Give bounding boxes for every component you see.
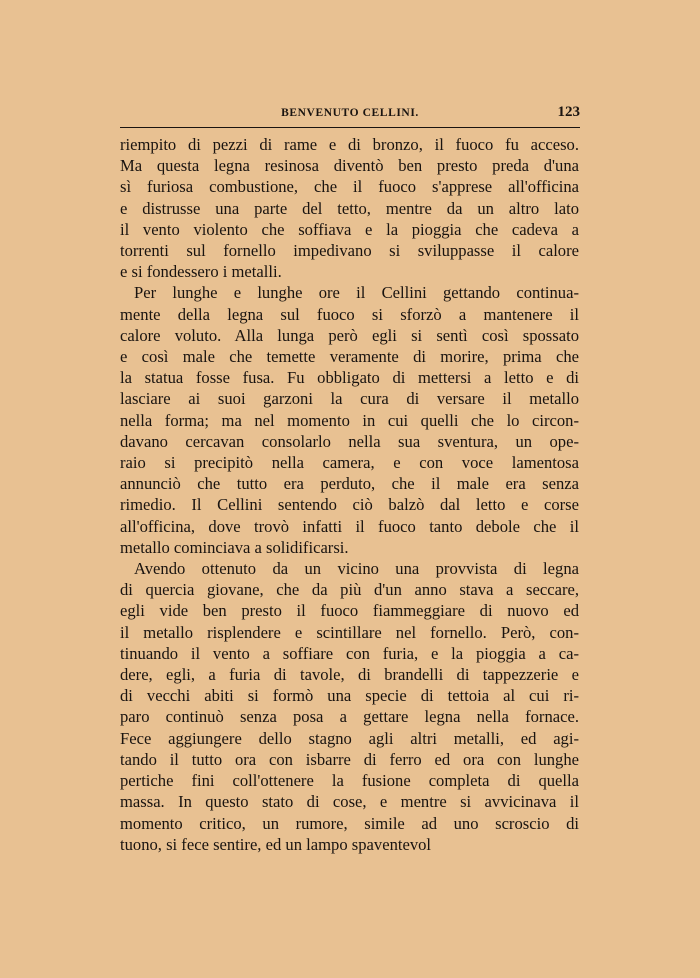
running-title: BENVENUTO CELLINI. [281,107,419,119]
header-rule [120,127,580,128]
text-line: davano cercavan consolarlo nella sua sventura, un ope- [120,431,579,451]
text-line: e così male che temette veramente di morire, prima che [120,347,579,367]
text-line: Ma questa legna resinosa diventò ben presto preda d'una [120,156,579,176]
text-line: sì furiosa combustione, che il fuoco s'apprese all'officina [120,177,579,197]
text-line: egli vide ben presto il fuoco fiammeggiare di nuovo ed [120,601,579,621]
text-line: tando il tutto ora con isbarre di ferro ed ora con lunghe [120,749,579,769]
text-line: Per lunghe e lunghe ore il Cellini gettando continua- [134,283,579,303]
text-line: riempito di pezzi di rame e di bronzo, il fuoco fu acceso. [120,135,579,154]
text-line: paro continuò senza posa a gettare legna nella fornace. [120,707,579,727]
text-line: all'officina, dove trovò infatti il fuoco tanto debole che il [120,516,579,536]
page-number: 123 [557,104,580,120]
text-line: di quercia giovane, che da più d'un anno stava a seccare, [120,580,579,600]
paragraph [120,134,579,282]
text-line: tinuando il vento a soffiare con furia, e la pioggia a ca- [120,643,579,663]
paragraph [120,282,579,558]
text-line: rimedio. Il Cellini sentendo ciò balzò dal letto e corse [120,495,579,515]
text-line: calore voluto. Alla lunga però egli si sentì così spossato [120,325,579,345]
text-line: massa. In questo stato di cose, e mentre si avvicinava il [120,792,579,812]
text-line: lasciare ai suoi garzoni la cura di versare il metallo [120,389,579,409]
text-line: Fece aggiungere dello stagno agli altri metalli, ed agi- [120,728,579,748]
text-line: Avendo ottenuto da un vicino una provvista di legna [134,559,579,579]
text-line: il metallo risplendere e scintillare nel fornello. Però, con- [120,622,579,642]
running-head [120,104,580,126]
body-text [120,134,579,855]
text-line: e si fondessero i metalli. [120,262,282,282]
text-line: torrenti sul fornello impedivano si sviluppasse il calore [120,241,579,261]
text-line: il vento violento che soffiava e la pioggia che cadeva a [120,219,579,239]
text-line: metallo cominciava a solidificarsi. [120,537,349,557]
text-line: di vecchi abiti si formò una specie di tettoia al cui ri- [120,686,579,706]
paragraph [120,558,579,855]
text-line: e distrusse una parte del tetto, mentre da un altro lato [120,198,579,218]
text-line: tuono, si fece sentire, ed un lampo spaventevol [120,834,432,854]
text-line: la statua fosse fusa. Fu obbligato di mettersi a letto e di [120,368,579,388]
text-line: annunciò che tutto era perduto, che il male era senza [120,474,579,494]
text-line: pertiche fini coll'ottenere la fusione completa di quella [120,771,579,791]
text-line: momento critico, un rumore, simile ad uno scroscio di [120,813,579,833]
text-line: dere, egli, a furia di tavole, di brandelli di tappezzerie e [120,665,579,685]
text-line: raio si precipitò nella camera, e con voce lamentosa [120,453,579,473]
text-line: mente della legna sul fuoco si sforzò a mantenere il [120,304,579,324]
text-line: nella forma; ma nel momento in cui quelli che lo circon- [120,410,579,430]
